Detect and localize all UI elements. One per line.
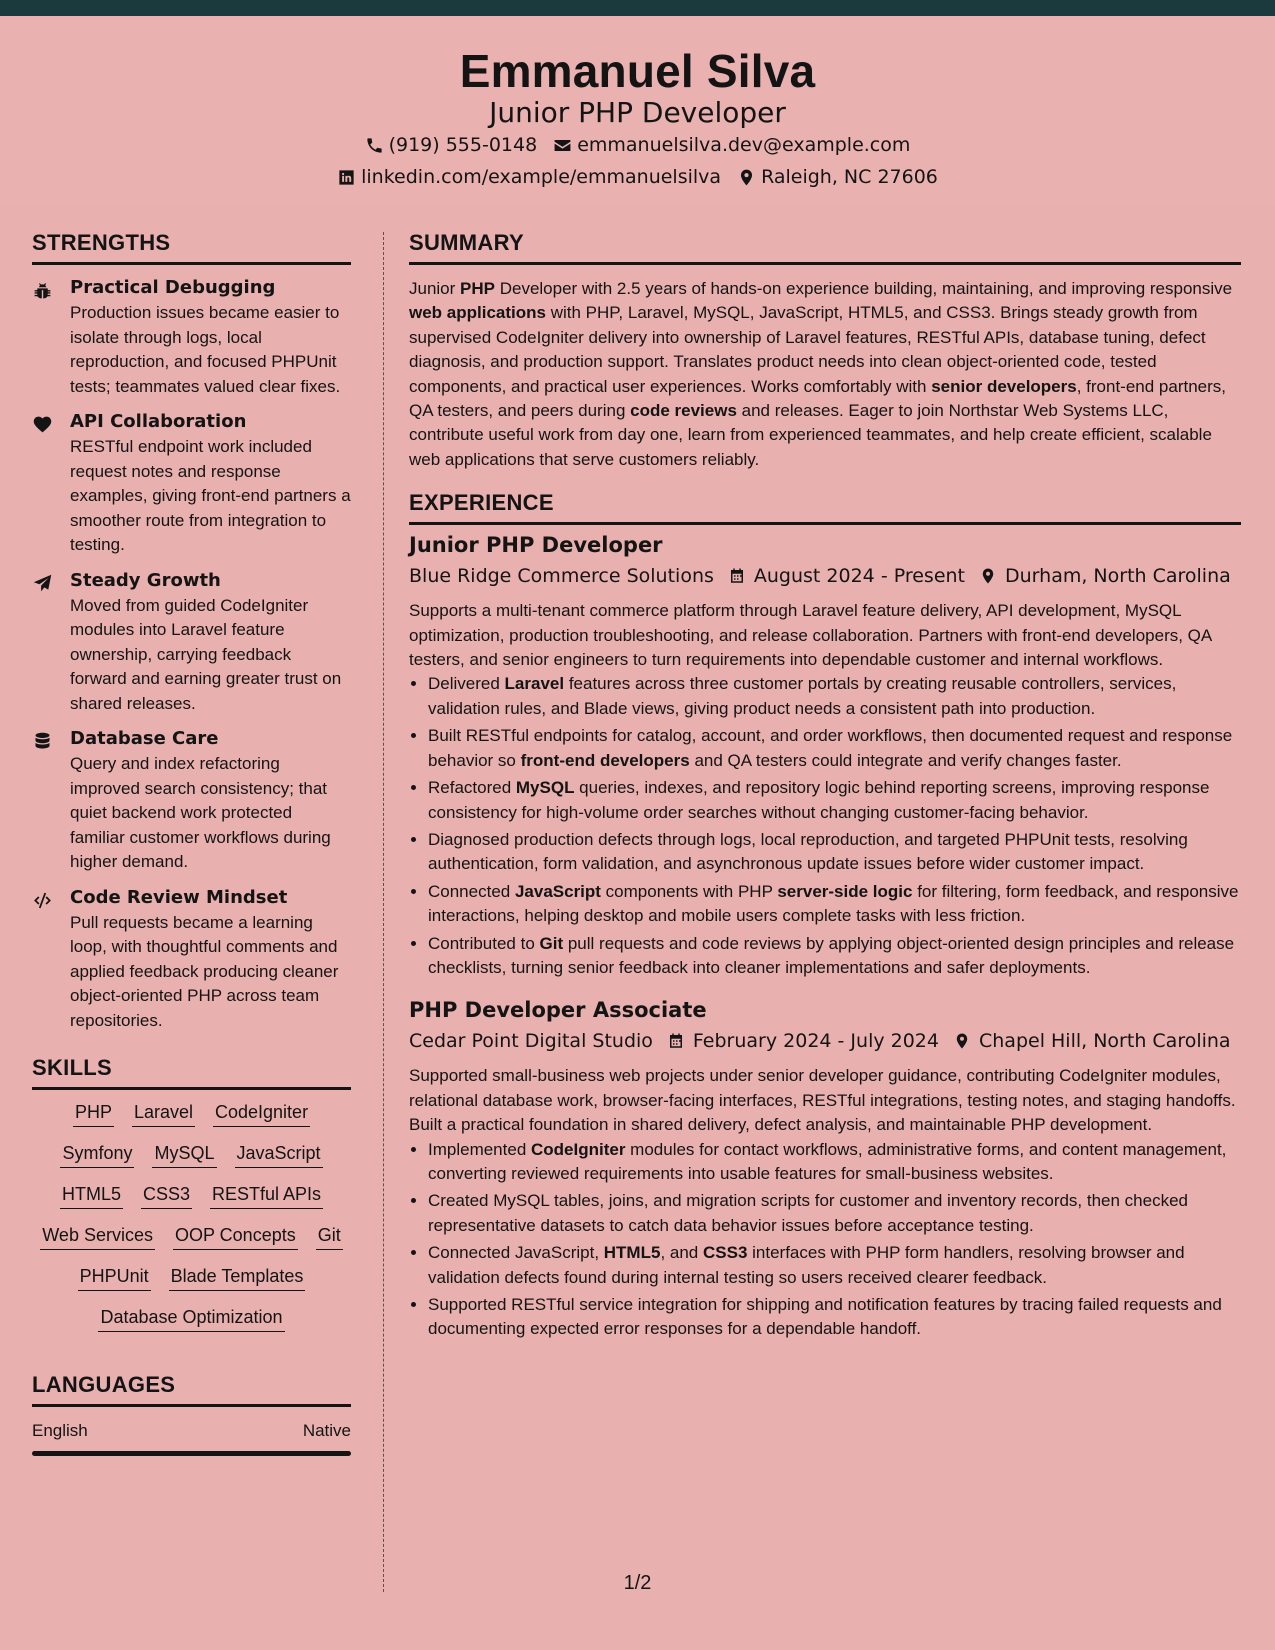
skill-row (32, 1184, 351, 1209)
heart-icon (32, 414, 53, 435)
text-segment: and QA testers could integrate and verify changes faster. (689, 750, 1122, 770)
job-description: Supported small-business web projects under senior developer guidance, contributing CodeIgniter modules, relational database work, browser-facing interfaces, RESTful integrations, testing notes, and staging handoffs. Built a practical foundation in shared delivery, defect analysis, and maintainable PHP development. (409, 1066, 1236, 1135)
code-icon (32, 890, 53, 911)
job-meta (409, 1030, 1241, 1052)
job-location-text: Chapel Hill, North Carolina (979, 1030, 1231, 1053)
strength-desc: Pull requests became a learning loop, with thoughtful comments and applied feedback producing cleaner object-oriented PHP across team repositories. (70, 912, 339, 1030)
job-entry (409, 533, 1241, 980)
bold-keyword: code reviews (630, 401, 737, 421)
skill-tag: PHP (73, 1102, 114, 1127)
job-company: Blue Ridge Commerce Solutions (409, 565, 714, 588)
bold-keyword: HTML5 (603, 1243, 661, 1263)
phone-icon (365, 136, 384, 155)
bold-keyword: senior developers (931, 376, 1077, 396)
calendar-icon (667, 1032, 685, 1050)
strength-desc: Query and index refactoring improved search consistency; that quiet backend work protected familiar customer workflows during higher demand. (70, 754, 331, 871)
skill-tag: OOP Concepts (173, 1225, 298, 1250)
bug-icon (32, 280, 53, 301)
linkedin-text[interactable]: linkedin.com/example/emmanuelsilva (361, 166, 722, 188)
text-segment: with PHP, Laravel, MySQL, JavaScript, HTML5, and CSS3. Brings steady growth from supervised CodeIgniter delivery into ownership of Laravel features, RESTful APIs, database tuning, defect diagnosis, and production support. Translates product needs into clean object-oriented code, tested components, and practical user experiences. Works comfortably with (409, 303, 1206, 396)
text-segment: Delivered (428, 674, 505, 694)
skill-tag: Laravel (132, 1102, 195, 1127)
strength-icon-wrap (32, 570, 70, 717)
text-segment: Supported RESTful service integration for shipping and notification features by tracing failed requests and documenting expected error responses for a dependable handoff. (428, 1295, 1222, 1339)
strength-item (32, 570, 351, 717)
left-column (32, 230, 351, 1456)
strength-icon-wrap (32, 887, 70, 1034)
summary-text (409, 277, 1241, 472)
language-proficiency-bar (32, 1451, 351, 1456)
strength-title: Practical Debugging (70, 277, 276, 298)
bullet-item (428, 672, 1241, 721)
strengths-title: STRENGTHS (32, 230, 351, 265)
text-segment: Developer with 2.5 years of hands-on experience building, maintaining, and improving responsive (495, 279, 1233, 298)
text-segment: for filtering, form feedback, and responsive interactions, helping desktop and mobile users complete tasks with less friction. (428, 881, 1239, 926)
summary-title: SUMMARY (409, 230, 1241, 265)
skill-tag: CSS3 (141, 1184, 192, 1209)
skill-tag: MySQL (152, 1143, 216, 1168)
skill-tag: Symfony (60, 1143, 134, 1168)
text-segment: components with PHP (600, 881, 778, 901)
strength-desc: Production issues became easier to isolate through logs, local reproduction, and focused PHPUnit tests; teammates valued clear fixes. (70, 303, 341, 396)
languages-title: LANGUAGES (32, 1372, 351, 1407)
strength-body (70, 887, 351, 1034)
job-dates-text: February 2024 - July 2024 (692, 1030, 939, 1053)
top-accent-bar (0, 0, 1275, 16)
text-segment: interfaces with PHP form handlers, resolving browser and validation defects found during internal testing so users received clearer feedback. (428, 1243, 1185, 1287)
paper-plane-icon (32, 573, 53, 594)
strength-item (32, 411, 351, 558)
bullet-item (428, 1293, 1241, 1342)
strength-body (70, 728, 351, 875)
skill-tag: Blade Templates (169, 1266, 306, 1291)
envelope-icon (553, 136, 572, 155)
linkedin-contact[interactable] (337, 166, 721, 188)
bullet-item (428, 828, 1241, 877)
location-contact (737, 166, 938, 188)
skills-title: SKILLS (32, 1055, 351, 1090)
text-segment: Connected (428, 881, 515, 901)
contact-line-2 (0, 166, 1275, 188)
job-location (979, 565, 1231, 587)
bold-keyword: Git (539, 933, 564, 953)
bullet-item (428, 724, 1241, 773)
skill-row (32, 1266, 351, 1291)
text-segment: Built RESTful endpoints for catalog, account, and order workflows, then documented request and response behavior so (428, 726, 1233, 770)
skill-tag: HTML5 (60, 1184, 123, 1209)
text-segment: Refactored (428, 778, 516, 798)
phone-contact (365, 134, 538, 156)
bullet-item (428, 880, 1241, 929)
job-dates (728, 565, 965, 587)
strength-body (70, 411, 351, 558)
email-text[interactable]: emmanuelsilva.dev@example.com (577, 134, 911, 156)
bold-keyword: MySQL (515, 778, 575, 798)
skill-row (32, 1225, 351, 1250)
strength-item (32, 728, 351, 875)
job-dates-text: August 2024 - Present (753, 565, 965, 588)
strength-title: Code Review Mindset (70, 886, 288, 908)
language-row (32, 1421, 351, 1451)
text-segment: Diagnosed production defects through logs, local reproduction, and targeted PHPUnit tests, resolving authentication, form validation, and asynchronous update issues before wider customer impact. (428, 829, 1188, 874)
resume-header (0, 16, 1275, 204)
strength-body (70, 277, 351, 399)
job-location-text: Durham, North Carolina (1005, 565, 1231, 588)
column-divider (383, 232, 384, 1592)
page-number: 1/2 (623, 1572, 652, 1594)
bold-keyword: Laravel (504, 674, 565, 694)
bold-keyword: web applications (409, 303, 546, 323)
skills-list (32, 1102, 351, 1332)
languages-list (32, 1421, 351, 1456)
bold-keyword: JavaScript (514, 881, 601, 901)
location-text: Raleigh, NC 27606 (761, 166, 938, 188)
text-segment: Implemented (428, 1139, 531, 1159)
skill-row (32, 1143, 351, 1168)
map-pin-icon (979, 567, 997, 585)
strength-body (70, 570, 351, 717)
job-dates (667, 1030, 939, 1052)
text-segment: Created MySQL tables, joins, and migration scripts for customer and inventory records, then checked representative datasets to catch data behavior issues before acceptance testing. (428, 1191, 1189, 1235)
linkedin-icon (337, 168, 356, 187)
text-segment: modules for contact workflows, administrative forms, and content management, converting reviewed requirements into usable features for small-business websites. (428, 1139, 1227, 1183)
strength-title: Steady Growth (70, 569, 221, 591)
text-segment: queries, indexes, and repository logic behind reporting screens, improving response consistency for high-volume order searches without changing customer-facing behavior. (428, 778, 1210, 822)
bullet-item (428, 1138, 1241, 1187)
candidate-name: Emmanuel Silva (459, 45, 816, 97)
strength-icon-wrap (32, 411, 70, 558)
bold-keyword: CodeIgniter (531, 1139, 626, 1159)
skill-tag: Web Services (40, 1225, 155, 1250)
text-segment: , front-end partners, QA testers, and peers during (409, 376, 1227, 421)
bullet-item (428, 1241, 1241, 1290)
job-description: Supports a multi-tenant commerce platform through Laravel feature delivery, API development, MySQL optimization, production troubleshooting, and release collaboration. Partners with front-end developers, QA testers, and senior engineers to turn requirements into dependable customer and internal workflows. (409, 601, 1212, 670)
calendar-icon (728, 567, 746, 585)
strength-title: Database Care (70, 728, 219, 749)
skill-tag: Git (316, 1225, 343, 1250)
text-segment: , and (660, 1243, 703, 1263)
strength-icon-wrap (32, 277, 70, 399)
bold-keyword: front-end developers (520, 750, 690, 770)
right-column (409, 230, 1241, 1360)
text-segment: Contributed to (428, 933, 540, 953)
bullet-item (428, 776, 1241, 825)
text-segment: and releases. Eager to join Northstar Web Systems LLC, contribute useful work from day one, learn from experienced teammates, and help create efficient, scalable web applications that serve customers reliably. (409, 401, 1212, 469)
bold-keyword: server-side logic (777, 881, 913, 901)
bold-keyword: PHP (460, 279, 495, 298)
language-name: English (32, 1421, 88, 1440)
email-contact[interactable] (553, 134, 910, 156)
job-bullets (428, 672, 1241, 980)
text-segment: Connected JavaScript, (428, 1243, 604, 1263)
strength-item (32, 887, 351, 1034)
map-pin-icon (737, 168, 756, 187)
skill-tag: PHPUnit (78, 1266, 151, 1291)
skill-tag: JavaScript (235, 1143, 323, 1168)
job-bullets (428, 1138, 1241, 1342)
job-location (953, 1030, 1231, 1052)
strength-desc: Moved from guided CodeIgniter modules into Laravel feature ownership, carrying feedback forward and earning greater trust on shared releases. (70, 595, 342, 713)
strength-desc: RESTful endpoint work included request notes and response examples, giving front-end partners a smoother route from integration to testing. (70, 437, 351, 554)
experience-title: EXPERIENCE (409, 490, 1241, 525)
skill-tag: RESTful APIs (210, 1184, 323, 1209)
jobs-list (409, 533, 1241, 1342)
database-icon (32, 731, 53, 752)
map-pin-icon (953, 1032, 971, 1050)
contact-line-1 (0, 134, 1275, 156)
job-company: Cedar Point Digital Studio (409, 1030, 653, 1053)
strength-item (32, 277, 351, 399)
skill-row (32, 1307, 351, 1332)
skill-tag: CodeIgniter (213, 1102, 310, 1127)
job-entry (409, 998, 1241, 1341)
bullet-item (428, 932, 1241, 981)
candidate-role: Junior PHP Developer (489, 96, 786, 129)
bold-keyword: CSS3 (702, 1243, 748, 1263)
strengths-list (32, 277, 351, 1033)
language-level: Native (302, 1421, 351, 1440)
bullet-item (428, 1189, 1241, 1238)
job-title: Junior PHP Developer (409, 533, 663, 558)
strength-icon-wrap (32, 728, 70, 875)
text-segment: Junior (409, 279, 461, 298)
text-segment: features across three customer portals by creating reusable controllers, services, validation rules, and Blade views, giving product needs a consistent path into production. (428, 674, 1177, 718)
job-meta (409, 565, 1241, 587)
skill-tag: Database Optimization (98, 1307, 284, 1332)
skill-row (32, 1102, 351, 1127)
text-segment: pull requests and code reviews by applying object-oriented design principles and release checklists, turning senior feedback into cleaner implementations and safer deployments. (428, 933, 1235, 977)
strength-title: API Collaboration (70, 411, 247, 432)
phone-text: (919) 555-0148 (388, 134, 538, 156)
job-title: PHP Developer Associate (409, 998, 707, 1023)
